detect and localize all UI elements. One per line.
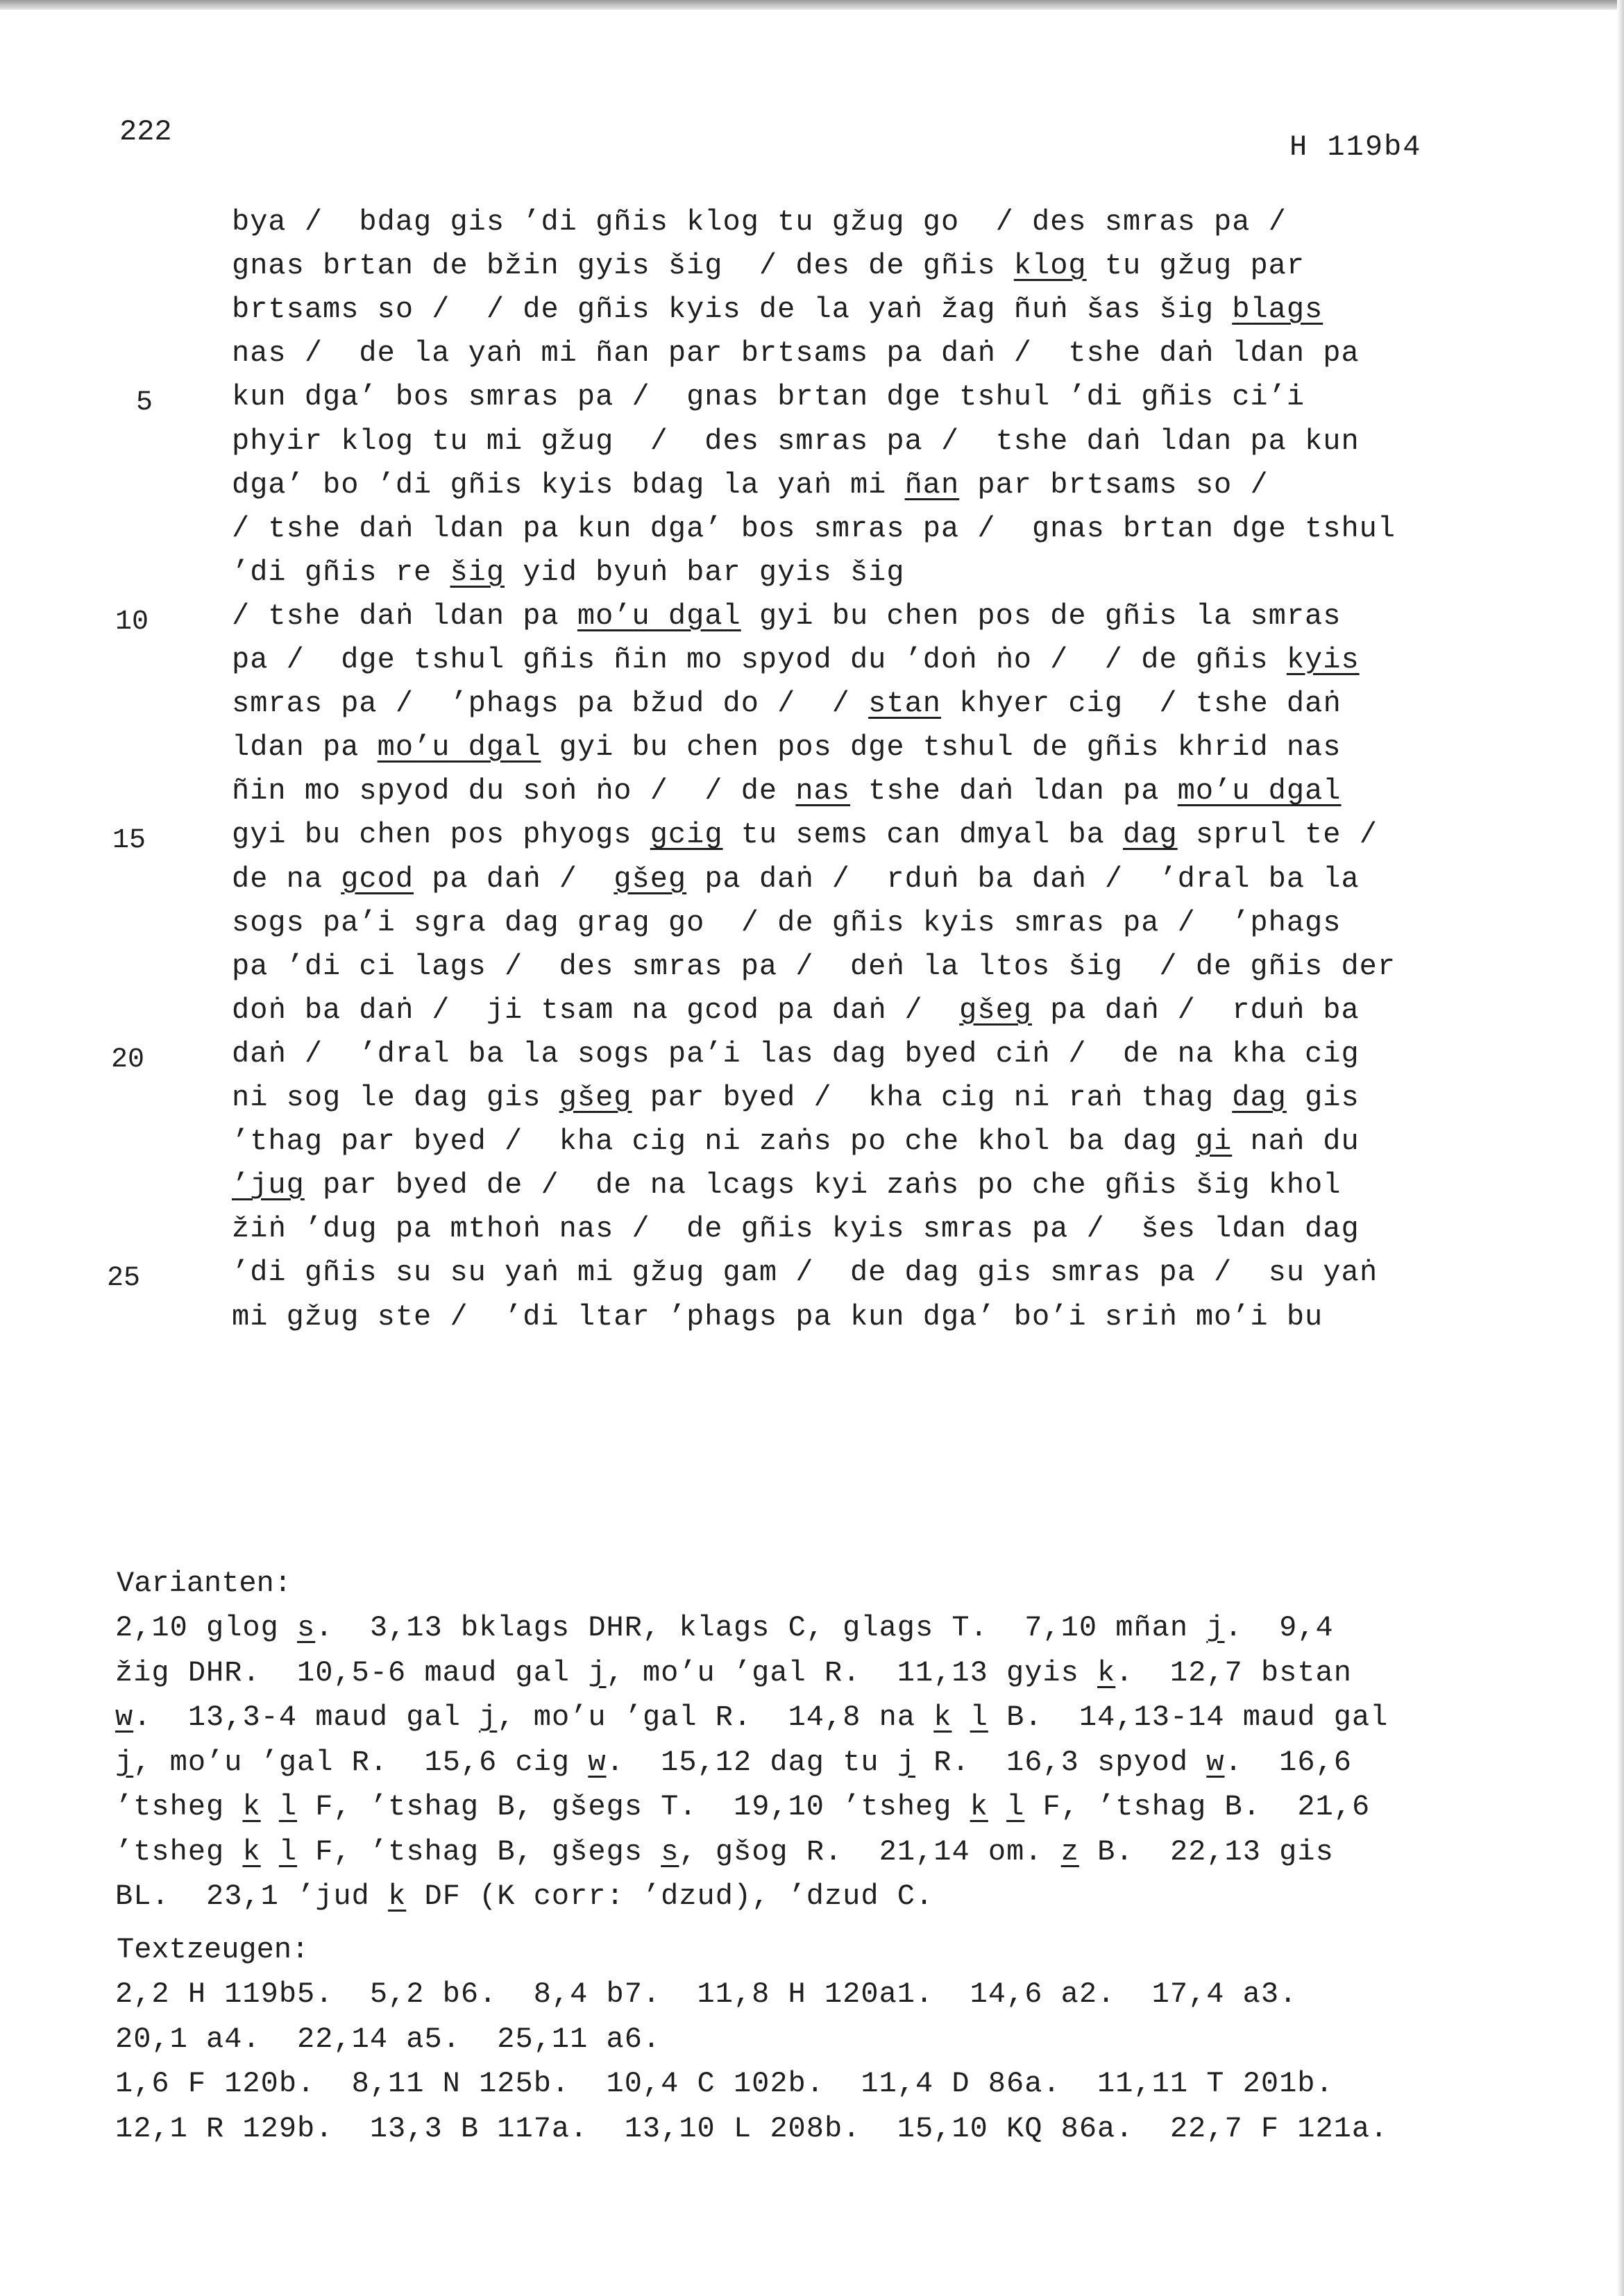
text-segment: / tshe daṅ ldan pa [232,599,577,633]
text-segment: B. 22,13 gis [1079,1835,1334,1869]
text-segment: tu gžug par [1086,249,1305,283]
text-line [232,337,1360,370]
text-segment [988,1790,1006,1823]
text-segment: žiṅ ’dug pa mthoṅ nas / de gñis kyis smras pa / šes ldan dag [232,1212,1360,1246]
text-line [232,950,1396,983]
apparatus-line [115,1880,933,1913]
text-segment: 1,6 F 120b. 8,11 N 125b. 10,4 C 102b. 11,4 D 86a. 11,11 T 201b. [115,2067,1334,2100]
underlined-word: dag [1123,818,1178,852]
text-segment: mi gžug ste / ’di ltar ’phags pa kun dga’ bo’i sriṅ mo’i bu [232,1300,1323,1334]
underlined-word: gšeg [559,1081,632,1114]
underlined-word: ñan [904,468,960,502]
underlined-word: w [115,1701,134,1734]
text-segment: sogs pa’i sgra dag grag go / de gñis kyis smras pa / ’phags [232,905,1342,939]
apparatus-line [115,2067,1334,2100]
text-segment: . 12,7 bstan [1115,1656,1352,1690]
apparatus-line [115,1611,1334,1644]
text-segment [261,1835,279,1869]
underlined-word: gi [1195,1125,1233,1159]
text-segment: pa ’di ci lags / des smras pa / deṅ la ltos šig / de gñis der [232,949,1396,983]
underlined-word: blags [1232,293,1323,327]
text-segment: . 9,4 [1224,1611,1334,1644]
text-line [232,818,1378,851]
text-segment: 2,10 glog [115,1611,298,1644]
apparatus-line [115,1656,1352,1690]
text-segment: F, ’tshag B, gšegs [297,1835,661,1869]
underlined-word: klog [1013,249,1087,283]
text-line [232,425,1360,458]
underlined-word: ’jug [232,1168,305,1202]
text-segment: , mo’u ’gal R. 11,13 gyis [606,1656,1098,1690]
underlined-word: nas [795,774,850,808]
text-line [232,687,1341,720]
text-segment: pa daṅ / rduṅ ba daṅ / ’dral ba la [686,862,1360,896]
underlined-word: l [278,1790,298,1823]
text-line [232,774,1341,808]
underlined-word: j [1206,1611,1225,1644]
text-segment: ’di gñis re [232,555,450,589]
underlined-word: j [479,1701,498,1734]
text-segment: yid byuṅ bar gyis šig [505,555,905,589]
text-segment: , gšog R. 21,14 om. [679,1835,1061,1869]
apparatus-line [115,1701,1388,1734]
text-segment: kun dga’ bos smras pa / gnas brtan dge tshul ’di gñis ci’i [232,380,1305,414]
underlined-word: mo’u dgal [377,731,541,765]
underlined-word: gšeg [959,993,1032,1027]
apparatus-line [115,2023,661,2056]
text-segment: . 16,6 [1224,1745,1352,1779]
folio-reference: H 119b4 [1289,130,1422,164]
text-segment [261,1790,279,1823]
underlined-word: gcod [341,862,414,896]
text-segment: . 15,12 dag tu [606,1745,897,1779]
text-line [232,380,1305,414]
text-segment: ñin mo spyod du soṅ ṅo / / de [232,774,796,808]
text-line [232,249,1305,282]
text-segment: 2,2 H 119b5. 5,2 b6. 8,4 b7. 11,8 H 120a1. 14,6 a2. 17,4 a3. [115,1978,1298,2011]
page-number: 222 [119,115,172,148]
text-segment: . 3,13 bklags DHR, klags C, glags T. 7,10 mñan [315,1611,1207,1644]
text-segment: 20,1 a4. 22,14 a5. 25,11 a6. [115,2022,661,2056]
scan-top-edge [0,0,1624,10]
text-segment: ’di gñis su su yaṅ mi gžug gam / de dag gis smras pa / su yaṅ [232,1256,1378,1290]
text-line [232,1037,1360,1071]
text-line [232,1300,1323,1334]
text-segment: de na [232,862,341,896]
text-segment: žig DHR. 10,5-6 maud gal [115,1656,589,1690]
apparatus-line [115,1978,1297,2011]
text-line [232,731,1341,764]
underlined-word: j [115,1745,134,1779]
underlined-word: stan [868,687,941,721]
text-line [232,468,1269,502]
underlined-word: w [588,1745,607,1779]
apparatus-line [115,1746,1352,1779]
underlined-word: kyis [1286,643,1360,677]
text-segment: , mo’u ’gal R. 15,6 cig [133,1745,589,1779]
text-segment: pa / dge tshul gñis ñin mo spyod du ’doṅ ṅo / / de gñis [232,643,1287,677]
text-segment: par byed de / de na lcags kyi zaṅs po che gñis šig khol [304,1168,1342,1202]
text-segment: F, ’tshag B, gšegs T. 19,10 ’tsheg [297,1790,970,1823]
line-number: 10 [115,606,149,638]
text-segment: BL. 23,1 ’jud [115,1880,389,1913]
underlined-word: šig [450,555,505,589]
text-segment: R. 16,3 spyod [915,1745,1207,1779]
underlined-word: s [297,1611,316,1644]
textzeugen-heading: Textzeugen: [117,1933,310,1966]
apparatus-line [115,1790,1370,1823]
text-segment: gyi bu chen pos de gñis la smras [741,599,1342,633]
varianten-heading: Varianten: [117,1567,292,1600]
text-segment: ’tsheg [115,1790,243,1823]
apparatus-line [115,2112,1388,2145]
text-segment: sprul te / [1177,818,1378,852]
text-segment: B. 14,13-14 maud gal [988,1701,1389,1734]
text-segment: brtsams so / / de gñis kyis de la yaṅ žag ñuṅ šas šig [232,293,1233,327]
underlined-word: gcig [650,818,723,852]
underlined-word: mo’u dgal [577,599,741,633]
underlined-word: l [1006,1790,1025,1823]
text-segment: ’tsheg [115,1835,243,1869]
apparatus-line [115,1835,1334,1869]
text-segment: , mo’u ’gal R. 14,8 na [497,1701,934,1734]
text-line [232,1168,1341,1202]
line-number: 20 [111,1044,145,1075]
text-segment: ’thag par byed / kha cig ni zaṅs po che khol ba dag [232,1125,1196,1159]
text-segment: ldan pa [232,731,378,765]
text-segment: 12,1 R 129b. 13,3 B 117a. 13,10 L 208b. 15,10 KQ 86a. 22,7 F 121a. [115,2111,1389,2145]
text-line [232,994,1360,1027]
underlined-word: w [1206,1745,1225,1779]
underlined-word: k [388,1880,407,1913]
text-line [232,906,1341,939]
text-segment: gnas brtan de bžin gyis šig / des de gñis [232,249,1014,283]
scan-right-edge [1617,0,1624,2296]
text-segment: tu sems can dmyal ba [722,818,1124,852]
text-segment: phyir klog tu mi gžug / des smras pa / tshe daṅ ldan pa kun [232,424,1360,458]
text-line [232,643,1360,677]
text-line [232,1125,1360,1158]
underlined-word: z [1060,1835,1079,1869]
text-line [232,205,1287,239]
text-segment: naṅ du [1232,1125,1360,1159]
text-segment: daṅ / ’dral ba la sogs pa’i las dag byed ciṅ / de na kha cig [232,1037,1360,1071]
text-line [232,1212,1360,1245]
text-line [232,599,1341,633]
text-segment: smras pa / ’phags pa bžud do / / [232,687,869,721]
text-segment: dga’ bo ’di gñis kyis bdag la yaṅ mi [232,468,905,502]
text-segment: bya / bdag gis ’di gñis klog tu gžug go / des smras pa / [232,205,1287,239]
underlined-word: gšeg [614,862,687,896]
text-segment: DF (K corr: ’dzud), ’dzud C. [406,1880,934,1913]
text-segment: gis [1286,1081,1360,1114]
underlined-word: k [933,1701,952,1734]
text-line [232,512,1396,545]
text-segment: pa daṅ / rduṅ ba [1032,993,1360,1027]
text-line [232,1081,1360,1114]
underlined-word: k [1097,1656,1116,1690]
underlined-word: l [278,1835,298,1869]
text-segment: pa daṅ / [414,862,614,896]
text-segment: gyi bu chen pos phyogs [232,818,650,852]
underlined-word: dag [1232,1081,1287,1114]
text-segment: . 13,3-4 maud gal [133,1701,480,1734]
text-line [232,862,1360,896]
text-line [232,556,905,589]
line-number: 15 [112,825,146,857]
line-number: 25 [107,1263,141,1295]
text-segment: khyer cig / tshe daṅ [940,687,1342,721]
text-segment: par byed / kha cig ni raṅ thag [632,1081,1233,1114]
text-segment: doṅ ba daṅ / ji tsam na gcod pa daṅ / [232,993,960,1027]
underlined-word: mo’u dgal [1177,774,1342,808]
text-segment [951,1701,970,1734]
text-line [232,1256,1378,1289]
text-segment: nas / de la yaṅ mi ñan par brtsams pa daṅ / tshe daṅ ldan pa [232,337,1360,371]
text-segment: / tshe daṅ ldan pa kun dga’ bos smras pa / gnas brtan dge tshul [232,511,1396,545]
underlined-word: k [970,1790,988,1823]
text-segment: ni sog le dag gis [232,1081,559,1114]
underlined-word: j [588,1656,607,1690]
text-segment: tshe daṅ ldan pa [849,774,1178,808]
underlined-word: s [661,1835,679,1869]
line-number: 5 [136,387,153,419]
underlined-word: l [970,1701,988,1734]
text-segment: par brtsams so / [959,468,1269,502]
underlined-word: k [242,1790,261,1823]
text-line [232,293,1323,326]
text-segment: F, ’tshag B. 21,6 [1024,1790,1371,1823]
text-segment: gyi bu chen pos dge tshul de gñis khrid nas [541,731,1342,765]
underlined-word: k [242,1835,261,1869]
underlined-word: j [897,1745,916,1779]
